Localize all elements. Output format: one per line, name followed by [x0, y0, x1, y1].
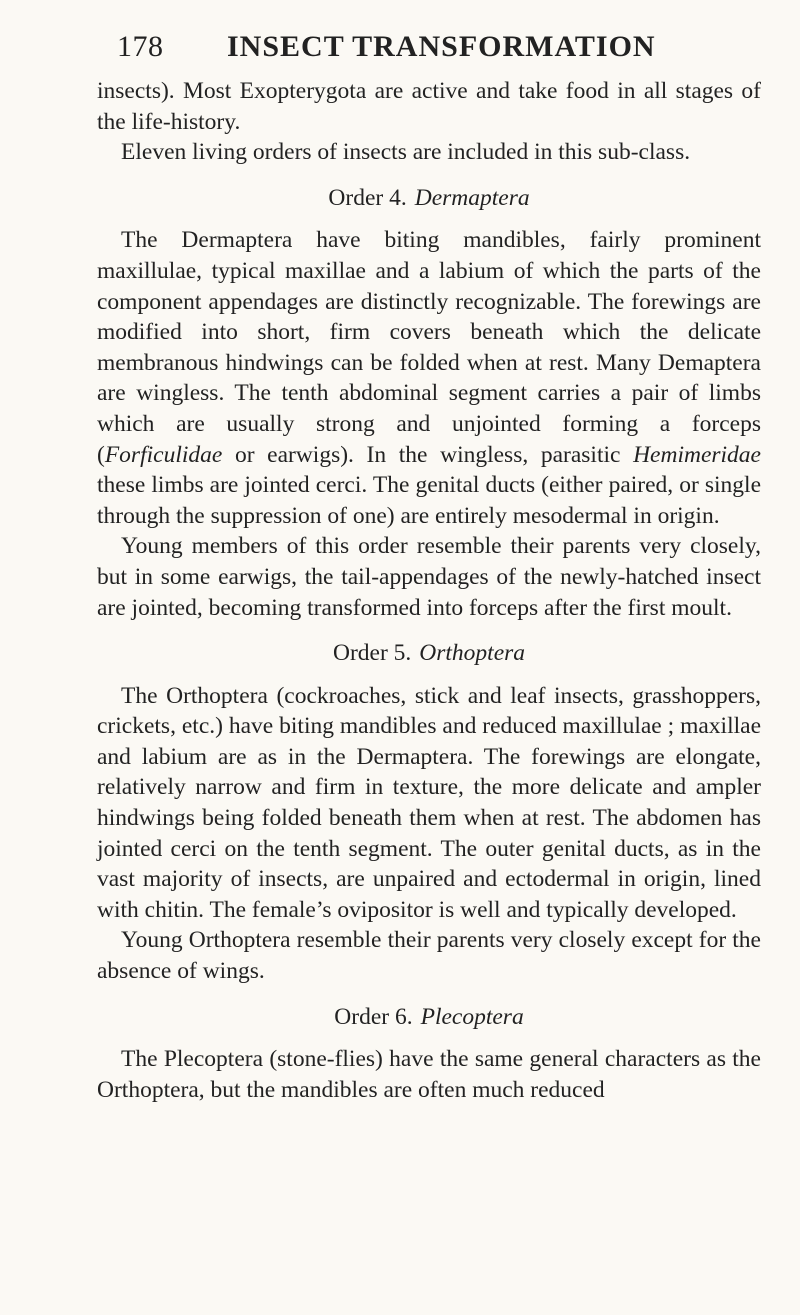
running-title: INSECT TRANSFORMATION	[227, 30, 656, 63]
section-heading-order-4	[97, 183, 761, 214]
italic-term: Hemimeridae	[633, 441, 761, 468]
order-name: Plecoptera	[420, 1003, 524, 1030]
paragraph-plecoptera: The Plecoptera (stone-flies) have the same general characters as the Orthoptera, but the mandibles are often much reduced	[97, 1046, 761, 1103]
order-number: Order 4.	[328, 184, 407, 211]
paragraph: Young members of this order resemble their parents very closely, but in some earwigs, the tail-appendages of the newly-hatched insect are jointed, becoming transformed into forceps after the first moult.	[97, 533, 761, 621]
text-run: The Dermaptera have biting mandibles, fairly prominent maxillulae, typical maxillae and a labium of which the parts of the component appendages are distinctly recognizable. The forewings are modified into short, firm covers beneath which the delicate membranous hindwings can be folded when at rest. Many Demaptera are wingless. The tenth abdominal segment carries a pair of limbs which are usually strong and unjointed forming a forceps (	[97, 227, 761, 468]
order-name: Orthoptera	[419, 640, 526, 667]
italic-term: Forficulidae	[104, 441, 223, 468]
section-heading-order-6	[97, 1002, 761, 1033]
text-run: or earwigs). In the wingless, parasitic	[222, 441, 634, 468]
page-number: 178	[117, 30, 164, 63]
paragraph-dermaptera	[97, 225, 761, 531]
paragraph-continued: insects). Most Exopterygota are active and take food in all stages of the life-history.	[97, 78, 761, 135]
page-body	[97, 76, 761, 1105]
text-run: these limbs are jointed cerci. The genital ducts (either paired, or single through the suppression of one) are entirely mesodermal in origin.	[97, 472, 761, 529]
order-number: Order 5.	[332, 640, 412, 667]
order-number: Order 6.	[334, 1003, 413, 1030]
paragraph-orthoptera: The Orthoptera (cockroaches, stick and leaf insects, grasshoppers, crickets, etc.) have biting mandibles and reduced maxillulae ; maxillae and labium are as in the Dermaptera. The forewings are elongate, relatively narrow and firm in texture, the more delicate and ampler hindwings being folded beneath them when at rest. The abdomen has jointed cerci on the tenth segment. The outer genital ducts, as in the vast majority of insects, are unpaired and ectodermal in origin, lined with chitin. The female’s ovipositor is well and typically developed.	[97, 682, 761, 923]
paragraph: Young Orthoptera resemble their parents very closely except for the absence of wings.	[97, 927, 761, 985]
section-heading-order-5	[97, 638, 761, 669]
paragraph: Eleven living orders of insects are included in this sub-class.	[121, 139, 691, 166]
order-name: Dermaptera	[414, 184, 530, 211]
page-header	[117, 30, 757, 70]
